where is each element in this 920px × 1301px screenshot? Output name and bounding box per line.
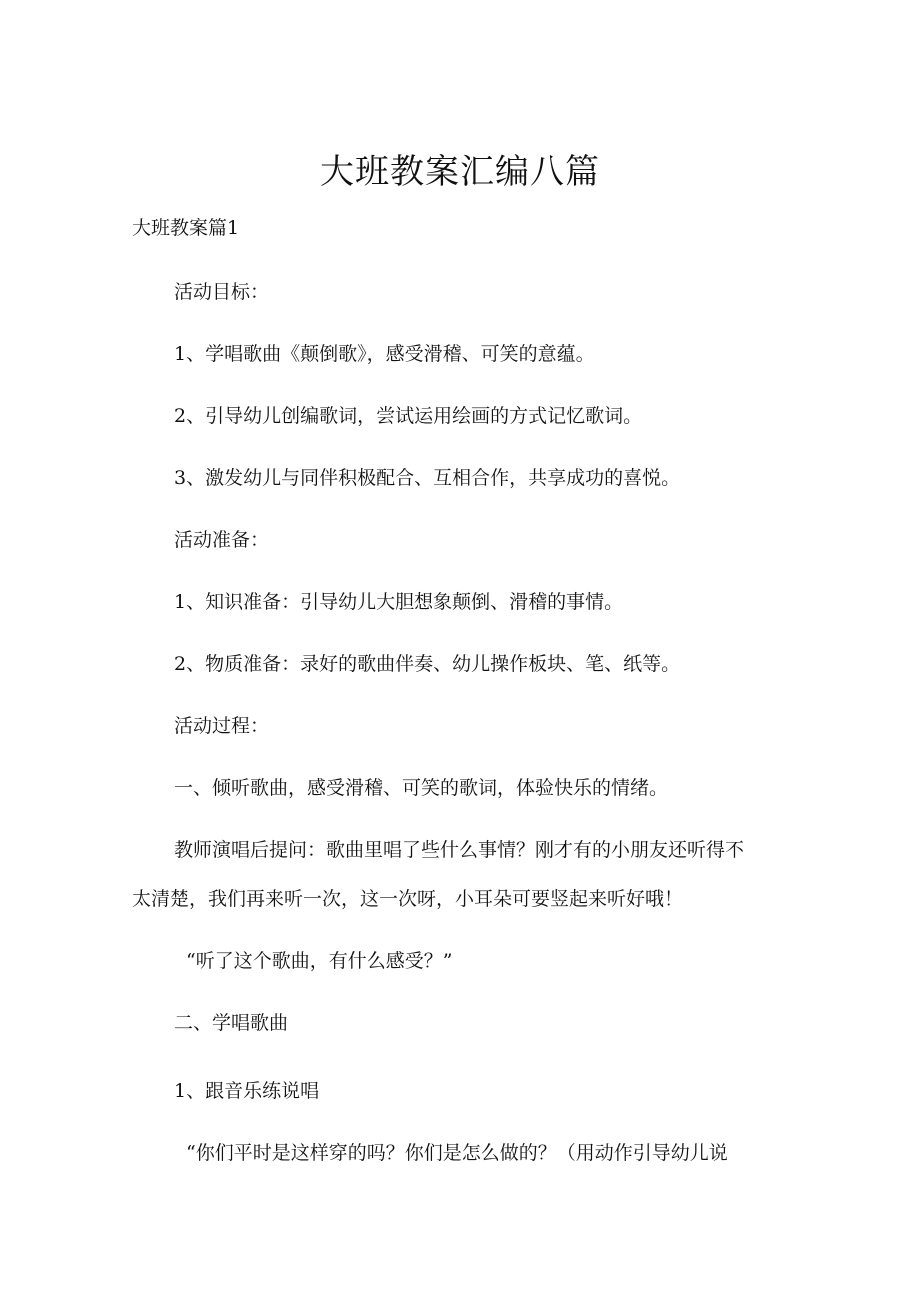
paragraph-goal-3: 3、激发幼儿与同伴积极配合、互相合作，共享成功的喜悦。 (174, 467, 681, 489)
paragraph-preparation-2: 2、物质准备：录好的歌曲伴奏、幼儿操作板块、笔、纸等。 (174, 653, 681, 675)
paragraph-teacher-question-line-2: 太清楚，我们再来听一次，这一次呀，小耳朵可要竖起来听好哦！ (132, 888, 684, 910)
paragraph-teacher-question-line-1: 教师演唱后提问：歌曲里唱了些什么事情？刚才有的小朋友还听得不 (174, 839, 745, 861)
document-title: 大班教案汇编八篇 (320, 152, 600, 192)
paragraph-quote-clothing: “你们平时是这样穿的吗？你们是怎么做的？（用动作引导幼儿说 (186, 1142, 728, 1164)
section-heading: 大班教案篇1 (132, 217, 240, 239)
paragraph-goal-2: 2、引导幼儿创编歌词，尝试运用绘画的方式记忆歌词。 (174, 405, 643, 427)
paragraph-goal-1: 1、学唱歌曲《颠倒歌》，感受滑稽、可笑的意蕴。 (174, 343, 595, 365)
paragraph-preparation-heading: 活动准备： (174, 529, 270, 551)
paragraph-process-step-1: 一、倾听歌曲，感受滑稽、可笑的歌词，体验快乐的情绪。 (174, 777, 669, 799)
paragraph-process-step-2: 二、学唱歌曲 (174, 1012, 289, 1034)
paragraph-quote-feeling: “听了这个歌曲，有什么感受？” (186, 950, 453, 972)
paragraph-activity-goals-heading: 活动目标： (174, 281, 270, 303)
paragraph-process-heading: 活动过程： (174, 715, 270, 737)
paragraph-process-substep-1: 1、跟音乐练说唱 (174, 1080, 320, 1102)
paragraph-preparation-1: 1、知识准备：引导幼儿大胆想象颠倒、滑稽的事情。 (174, 591, 624, 613)
